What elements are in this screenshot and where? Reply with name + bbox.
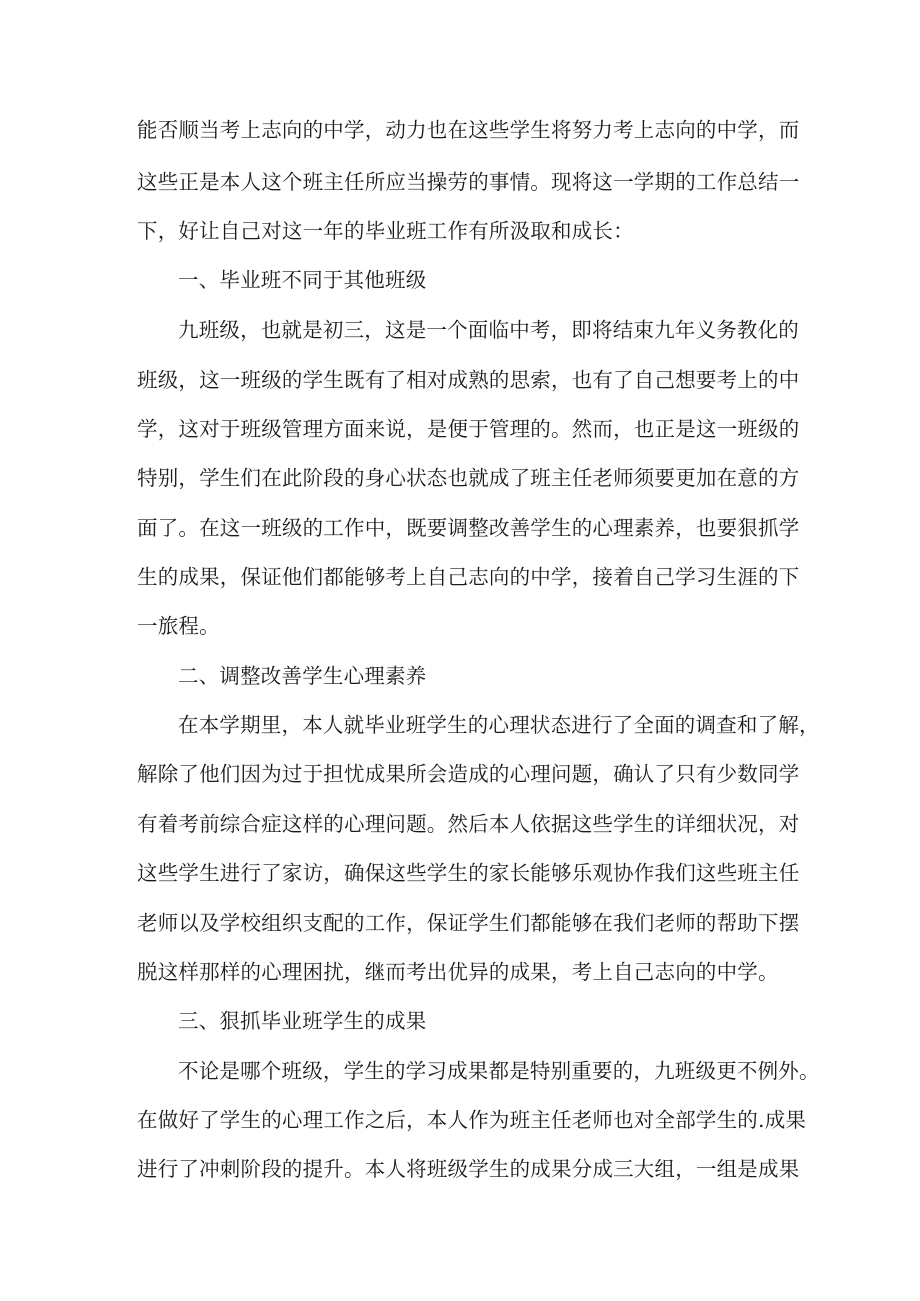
text-line: 这些学生进行了家访，确保这些学生的家长能够乐观协作我们这些班主任 [137,861,800,885]
text-line: 在做好了学生的心理工作之后，本人作为班主任老师也对全部学生的.成果 [137,1108,807,1132]
text-line: 脱这样那样的心理困扰，继而考出优异的成果，考上自己志向的中学。 [137,960,779,984]
text-line: 下，好让自己对这一年的毕业班工作有所汲取和成长： [137,219,634,243]
text-line: 能否顺当考上志向的中学，动力也在这些学生将努力考上志向的中学，而 [137,118,800,142]
section-heading-2: 二、调整改善学生心理素养 [178,664,427,688]
text-line: 进行了冲刺阶段的提升。本人将班级学生的成果分成三大组，一组是成果 [137,1157,800,1181]
text-line: 特别，学生们在此阶段的身心状态也就成了班主任老师须要更加在意的方 [137,466,800,490]
text-line: 学，这对于班级管理方面来说，是便于管理的。然而，也正是这一班级的 [137,417,800,441]
section-heading-3: 三、狠抓毕业班学生的成果 [178,1009,427,1033]
section-heading-1: 一、毕业班不同于其他班级 [178,268,427,292]
text-line: 老师以及学校组织支配的工作，保证学生们都能够在我们老师的帮助下摆 [137,911,800,935]
text-line: 解除了他们因为过于担忧成果所会造成的心理问题，确认了只有少数同学 [137,762,800,786]
text-line: 班级，这一班级的学生既有了相对成熟的思索，也有了自己想要考上的中 [137,368,800,392]
text-line: 有着考前综合症这样的心理问题。然后本人依据这些学生的详细状况，对 [137,812,800,836]
text-line: 不论是哪个班级，学生的学习成果都是特别重要的，九班级更不例外。 [178,1059,820,1083]
text-line: 一旅程。 [137,614,220,638]
text-line: 面了。在这一班级的工作中，既要调整改善学生的心理素养，也要狠抓学 [137,516,800,540]
text-line: 这些正是本人这个班主任所应当操劳的事情。现将这一学期的工作总结一 [137,170,800,194]
text-line: 九班级，也就是初三，这是一个面临中考，即将结束九年义务教化的 [178,318,799,342]
text-line: 在本学期里，本人就毕业班学生的心理状态进行了全面的调查和了解， [178,713,820,737]
text-line: 生的成果，保证他们都能够考上自己志向的中学，接着自己学习生涯的下 [137,565,800,589]
